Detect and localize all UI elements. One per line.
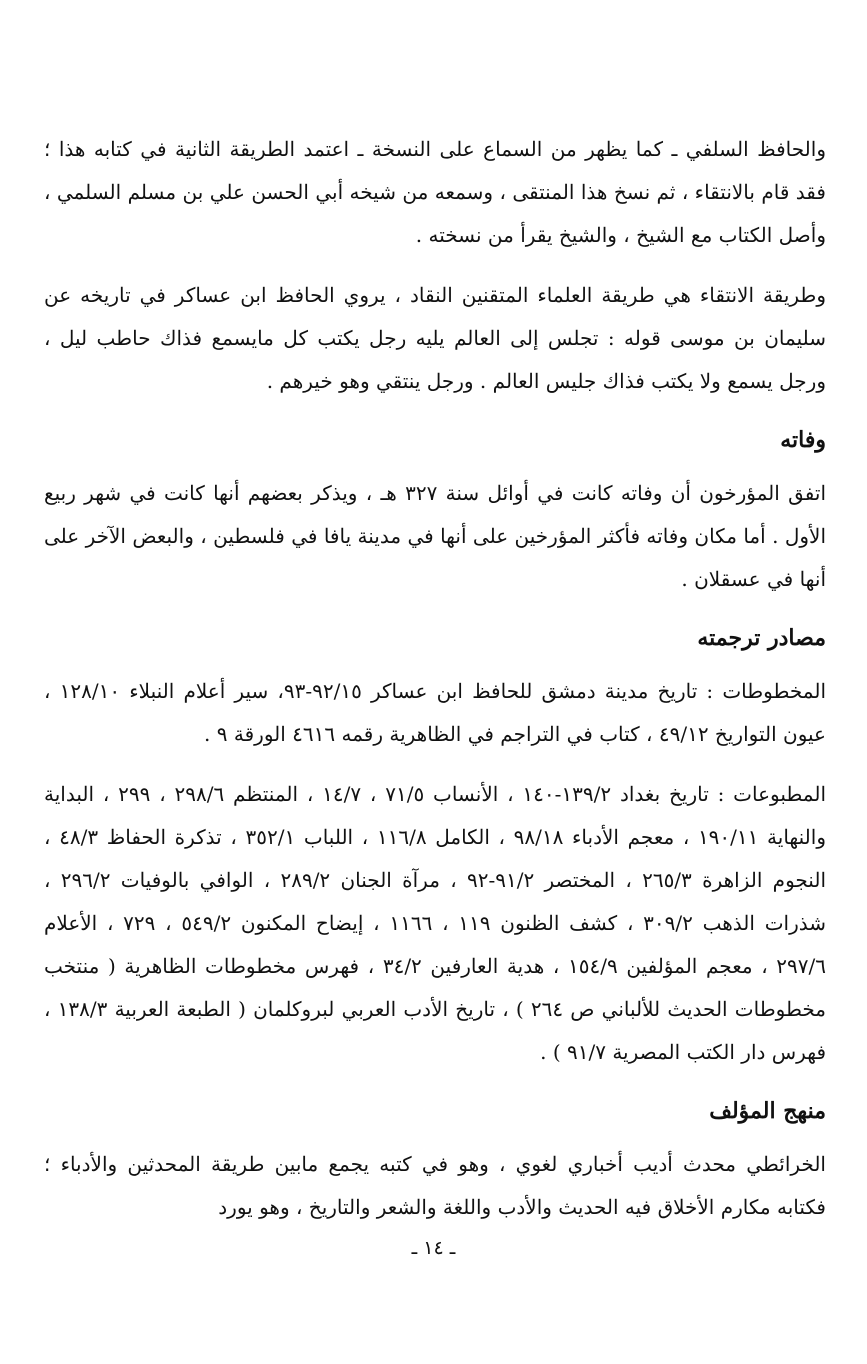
paragraph-manuscripts: المخطوطات : تاريخ مدينة دمشق للحافظ ابن عساكر ٩٢/١٥-٩٣، سير أعلام النبلاء ١٢٨/١٠ ، عيون التواريخ ٤٩/١٢ ، كتاب في التراجم في الظاهرية رقمه ٤٦١٦ الورقة ٩ . — [44, 679, 827, 746]
paragraph-death: اتفق المؤرخون أن وفاته كانت في أوائل سنة ٣٢٧ هـ ، ويذكر بعضهم أنها كانت في شهر ربيع الأول . أما مكان وفاته فأكثر المؤرخين على أنها في مدينة يافا في فلسطين ، والبعض الآخر على أنها في عسقلان . — [44, 481, 826, 591]
heading-sources: مصادر ترجمته — [697, 625, 826, 651]
page-body — [44, 128, 826, 1246]
page-number: ـ ١٤ ـ — [411, 1237, 456, 1259]
paragraph-printed-sources: المطبوعات : تاريخ بغداد ١٣٩/٢-١٤٠ ، الأنساب ٧١/٥ ، ١٤/٧ ، المنتظم ٢٩٨/٦ ، ٢٩٩ ، البداية والنهاية ١٩٠/١١ ، معجم الأدباء ٩٨/١٨ ، الكامل ١١٦/٨ ، اللباب ٣٥٢/١ ، تذكرة الحفاظ ٤٨/٣ ، النجوم الزاهرة ٢٦٥/٣ ، المختصر ٩١/٢-٩٢ ، مرآة الجنان ٢٨٩/٢ ، الوافي بالوفيات ٢٩٦/٢ ، شذرات الذهب ٣٠٩/٢ ، كشف الظنون ١١٩ ، ١١٦٦ ، إيضاح المكنون ٥٤٩/٢ ، ٧٢٩ ، الأعلام ٢٩٧/٦ ، معجم المؤلفين ١٥٤/٩ ، هدية العارفين ٣٤/٢ ، فهرس مخطوطات الظاهرية ( منتخب مخطوطات الحديث للألباني ص ٢٦٤ ) ، تاريخ الأدب العربي لبروكلمان ( الطبعة العربية ١٣٨/٣ ، فهرس دار الكتب المصرية ٩١/٧ ) . — [44, 782, 827, 1064]
heading-death: وفاته — [780, 427, 826, 453]
paragraph-author-method: الخرائطي محدث أديب أخباري لغوي ، وهو في كتبه يجمع مابين طريقة المحدثين والأدباء ؛ فكتابه مكارم الأخلاق فيه الحديث والأدب واللغة والشعر والتاريخ ، وهو يورد — [44, 1152, 826, 1219]
paragraph-silafi-method: والحافظ السلفي ـ كما يظهر من السماع على النسخة ـ اعتمد الطريقة الثانية في كتابه هذا ؛ فقد قام بالانتقاء ، ثم نسخ هذا المنتقى ، وسمعه من شيخه أبي الحسن علي بن مسلم السلمي ، وأصل الكتاب مع الشيخ ، والشيخ يقرأ من نسخته . — [44, 137, 826, 247]
paragraph-selection-method: وطريقة الانتقاء هي طريقة العلماء المتقنين النقاد ، يروي الحافظ ابن عساكر في تاريخه عن سليمان بن موسى قوله : تجلس إلى العالم يليه رجل يكتب كل مايسمع فذاك حاطب ليل ، ورجل يسمع ولا يكتب فذاك جليس العالم . ورجل ينتقي وهو خيرهم . — [44, 283, 826, 393]
heading-author-method: منهج المؤلف — [709, 1098, 826, 1124]
